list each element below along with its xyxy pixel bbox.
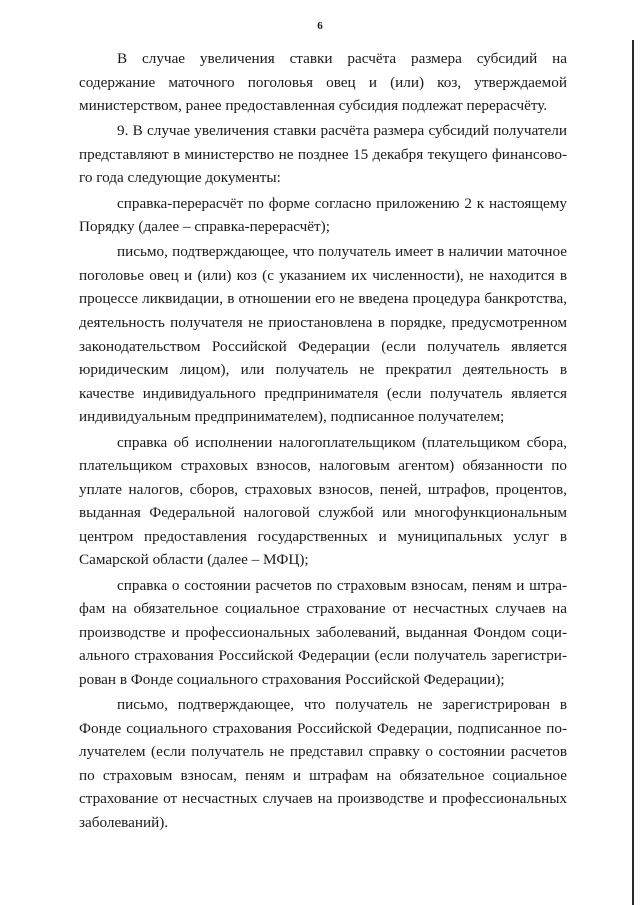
paragraph-recalculation: В случае увеличения ставки расчёта размера субсидий на содержание маточного поголовья овец и (или) коз, утверждаемой министерством, ранее предоставленная субсидия подлежат перерасчёту. bbox=[79, 50, 567, 115]
page-edge-line bbox=[632, 40, 634, 905]
paragraph-insurance-certificate: справка о состоянии расчетов по страховым взносам, пеням и штрафам на обязательное социальное страхование от несчастных случаев на производстве и профессиональных заболеваний, выданная Фондом социального страхования Российской Федерации (если получатель зарегистрирован в Фонде социального страхования Российской Федерации); bbox=[79, 576, 567, 688]
document-body bbox=[79, 47, 567, 836]
paragraph-item-9: 9. В случае увеличения ставки расчёта размера субсидий получатели представляют в министерство не позднее 15 декабря текущего финансового года следующие документы: bbox=[79, 122, 567, 187]
paragraph-not-registered-letter: письмо, подтверждающее, что получатель не зарегистрирован в Фонде социального страхования Российской Федерации, подписанное получателем (если получатель не представил справку о состоянии расчетов по страховым взносам, пеням и штрафам на обязательное социальное страхование от несчастных случаев на производстве и профессиональных заболеваний). bbox=[79, 696, 567, 831]
paragraph-confirmation-letter: письмо, подтверждающее, что получатель имеет в наличии маточное поголовье овец и (или) коз (с указанием их численности), не находится в процессе ликвидации, в отношении его не введена процедура банкротства, деятельность получателя не приостановлена в порядке, предусмотренном законодательством Российской Федерации (если получатель является юридическим лицом), или получатель не прекратил деятельность в качестве индивидуального предпринимателя (если получатель является индивидуальным предпринимателем), подписанное получателем; bbox=[79, 243, 567, 426]
page-number: 6 bbox=[317, 20, 323, 32]
paragraph-tax-certificate: справка об исполнении налогоплательщиком (плательщиком сбора, плательщиком страховых взносов, налоговым агентом) обязанности по уплате налогов, сборов, страховых взносов, пеней, штрафов, процентов, выданная Федеральной налоговой службой или многофункциональным центром предоставления государственных и муниципальных услуг в Самарской области (далее – МФЦ); bbox=[79, 433, 567, 569]
paragraph-recalc-certificate: справка-перерасчёт по форме согласно приложению 2 к настоящему Порядку (далее – справка-перерасчёт); bbox=[79, 194, 567, 236]
